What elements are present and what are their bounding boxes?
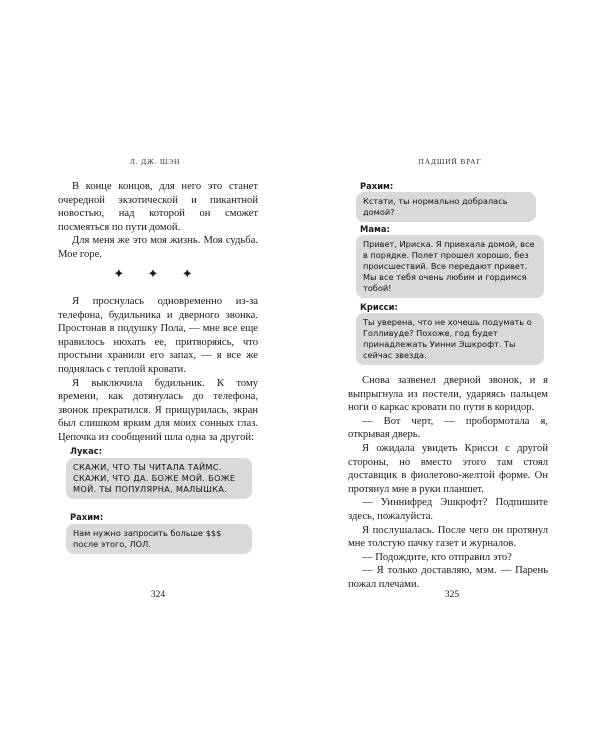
message-bubble: СКАЖИ, ЧТО ТЫ ЧИТАЛА ТАЙМС. СКАЖИ, ЧТО ДА. БОЖЕ МОЙ. БОЖЕ МОЙ. ТЫ ПОПУЛЯРНА, МАЛЫШКА. [66, 458, 252, 499]
paragraph: Для меня же это моя жизнь. Моя судьба. Мое горе. [58, 235, 258, 260]
message-sender: Крисси: [360, 302, 398, 312]
right-page [300, 0, 600, 750]
message-sender: Рахим: [70, 512, 104, 522]
text-block [348, 374, 548, 592]
section-break-stars: ✦ ✦ ✦ [113, 266, 203, 281]
text-block-bottom [58, 295, 258, 445]
paragraph: — Уиннифред Эшкрофт? Подпишите здесь, пожалуйста. [348, 497, 548, 522]
message-bubble: Привет, Ириска. Я приехала домой, все в порядке. Полет прошел хорошо, без происшествий. Все передают привет. Мы все тебя очень любим и гордимся тобой! [356, 235, 544, 298]
message-sender: Мама: [360, 224, 390, 234]
message-bubble: Ты уверена, что не хочешь подумать о Голливуде? Похоже, год будет принадлежать Уинни Эшкрофт. Ты сейчас звезда. [356, 313, 544, 365]
message-bubble: Нам нужно запросить больше $$$ после этого, ЛОЛ. [66, 524, 252, 554]
page-number: 325 [444, 590, 460, 600]
paragraph: — Вот черт, — пробормотала я, открывая дверь. [348, 415, 548, 441]
paragraph: Я выключила будильник. К тому времени, как дотянулась до телефона, звонок прекратился. Я прищурилась, экран был слишком ярким для моих сонных глаз. Цепочка из сообщений шла одна за другой: [58, 377, 258, 443]
paragraph: Я послушалась. После чего он протянул мне толстую пачку газет и журналов. [348, 524, 548, 550]
message-bubble: Кстати, ты нормально добралась домой? [356, 192, 536, 222]
paragraph: Я ожидала увидеть Крисси с другой стороны, но вместо этого там стоял доставщик в фиолетово-желтой форме. Он протянул мне в руки планшет. [348, 442, 548, 495]
paragraph: — Я только доставляю, мэм. — Парень пожал плечами. [348, 565, 548, 590]
page-number: 324 [150, 590, 166, 600]
message-sender: Лукас: [70, 446, 103, 456]
running-head-author: Л. ДЖ. ШЭН [129, 157, 181, 166]
running-head-title: ПАДШИЙ ВРАГ [418, 157, 482, 166]
text-block-top [58, 180, 258, 262]
message-sender: Рахим: [360, 181, 394, 191]
paragraph: — Подождите, кто отправил это? [362, 551, 512, 563]
paragraph: Я проснулась одновременно из-за телефона, будильника и дверного звонка. Простонав в подушку Пола, — мне все еще нравилось нюхать ее, притворяясь, что простыни хранили его запах, — я все же поднялась с теплой кровати. [58, 296, 258, 375]
paragraph: В конце концов, для него это станет очередной экзотической и пикантной новостью, над которой он сможет посмеяться по пути домой. [58, 181, 258, 233]
paragraph: Снова зазвенел дверной звонок, и я выпрыгнула из постели, ударяясь пальцем ноги о каркас кровати по пути в коридор. [348, 375, 548, 414]
